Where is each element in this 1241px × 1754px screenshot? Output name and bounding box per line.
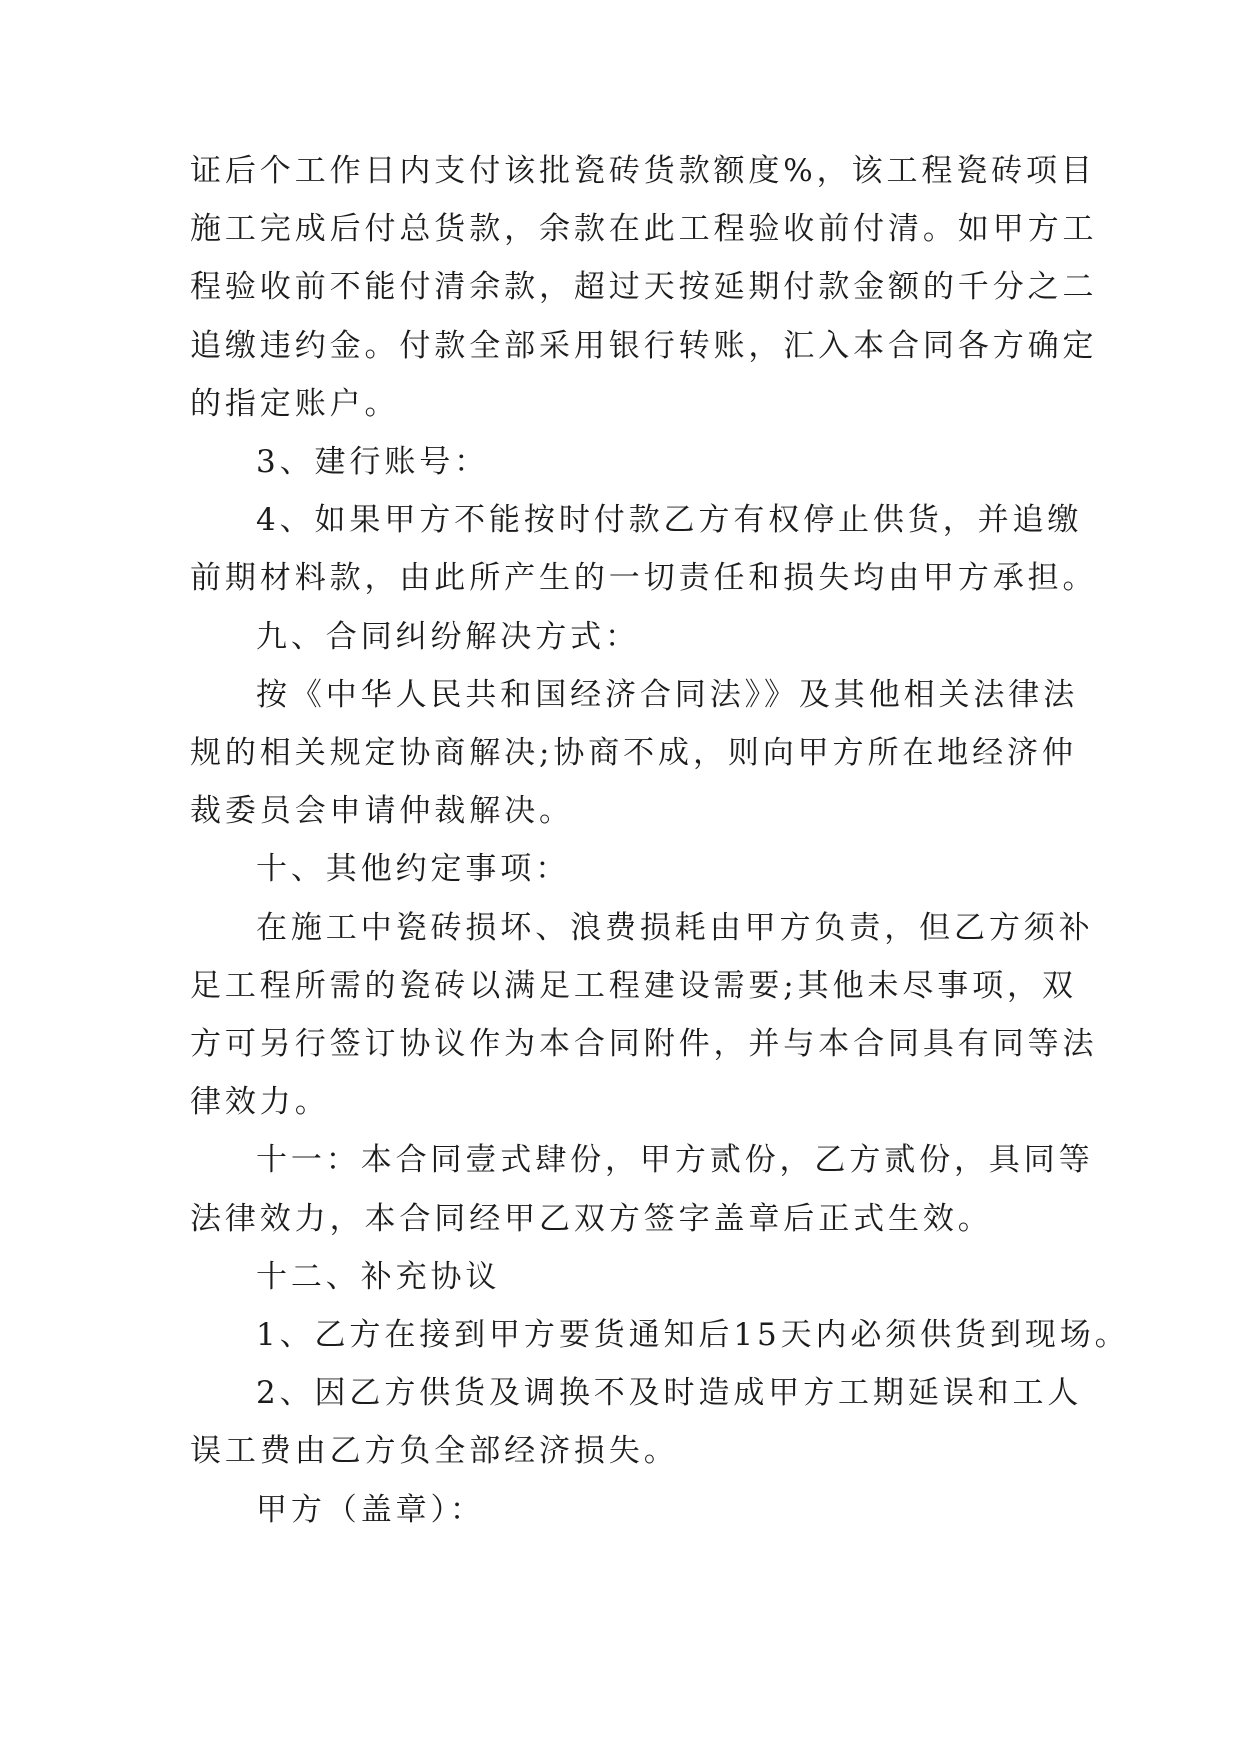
text-line: 程验收前不能付清余款，超过天按延期付款金额的千分之二 <box>190 269 1098 306</box>
text-line: 前期材料款，由此所产生的一切责任和损失均由甲方承担。 <box>190 560 1098 597</box>
document-body <box>190 142 1130 1539</box>
text-line: 1、乙方在接到甲方要货通知后15天内必须供货到现场。 <box>256 1317 1130 1354</box>
copies-paragraph <box>190 1131 1094 1247</box>
text-line: 证后个工作日内支付该批瓷砖货款额度%，该工程瓷砖项目 <box>190 153 1096 189</box>
text-line: 律效力。 <box>190 1084 330 1121</box>
text-line: 4、如果甲方不能按时付款乙方有权停止供货，并追缴 <box>256 502 1083 539</box>
text-line: 追缴违约金。付款全部采用银行转账，汇入本合同各方确定 <box>190 327 1098 364</box>
payment-terms-paragraph <box>190 142 1098 433</box>
supplement-item-1 <box>190 1306 1130 1364</box>
section-heading-supplement <box>190 1248 1060 1306</box>
text-line: 误工费由乙方负全部经济损失。 <box>190 1433 679 1470</box>
text-line: 裁委员会申请仲裁解决。 <box>190 793 574 830</box>
text-line: 按《中华人民共和国经济合同法》》及其他相关法律法 <box>256 676 1079 713</box>
section-heading: 九、合同纠纷解决方式： <box>256 618 640 655</box>
signature-label: 甲方（盖章）： <box>256 1491 485 1528</box>
text-line: 的指定账户。 <box>190 385 400 422</box>
text-line: 2、因乙方供货及调换不及时造成甲方工期延误和工人 <box>256 1375 1083 1412</box>
party-a-seal-line <box>190 1481 1060 1539</box>
text-line: 方可另行签订协议作为本合同附件，并与本合同具有同等法 <box>190 1026 1098 1063</box>
text-line: 规的相关规定协商解决;协商不成，则向甲方所在地经济仲 <box>190 735 1077 772</box>
other-terms-paragraph <box>190 899 1098 1132</box>
supplement-item-2 <box>190 1364 1083 1480</box>
text-line: 在施工中瓷砖损坏、浪费损耗由甲方负责，但乙方须补 <box>256 909 1094 946</box>
section-heading: 十、其他约定事项： <box>256 851 571 888</box>
text-line: 足工程所需的瓷砖以满足工程建设需要;其他未尽事项，双 <box>190 967 1077 1004</box>
bank-account-paragraph <box>190 433 1060 491</box>
text-line: 施工完成后付总货款，余款在此工程验收前付清。如甲方工 <box>190 211 1098 248</box>
section-heading-dispute <box>190 608 1060 666</box>
dispute-resolution-paragraph <box>190 666 1079 841</box>
text-line: 十一：本合同壹式肆份，甲方贰份，乙方贰份，具同等 <box>256 1142 1094 1179</box>
section-heading-other <box>190 840 1060 898</box>
text-line: 3、建行账号： <box>256 444 490 481</box>
text-line: 法律效力，本合同经甲乙双方签字盖章后正式生效。 <box>190 1200 993 1237</box>
section-heading: 十二、补充协议 <box>256 1258 501 1295</box>
late-payment-paragraph <box>190 491 1098 607</box>
